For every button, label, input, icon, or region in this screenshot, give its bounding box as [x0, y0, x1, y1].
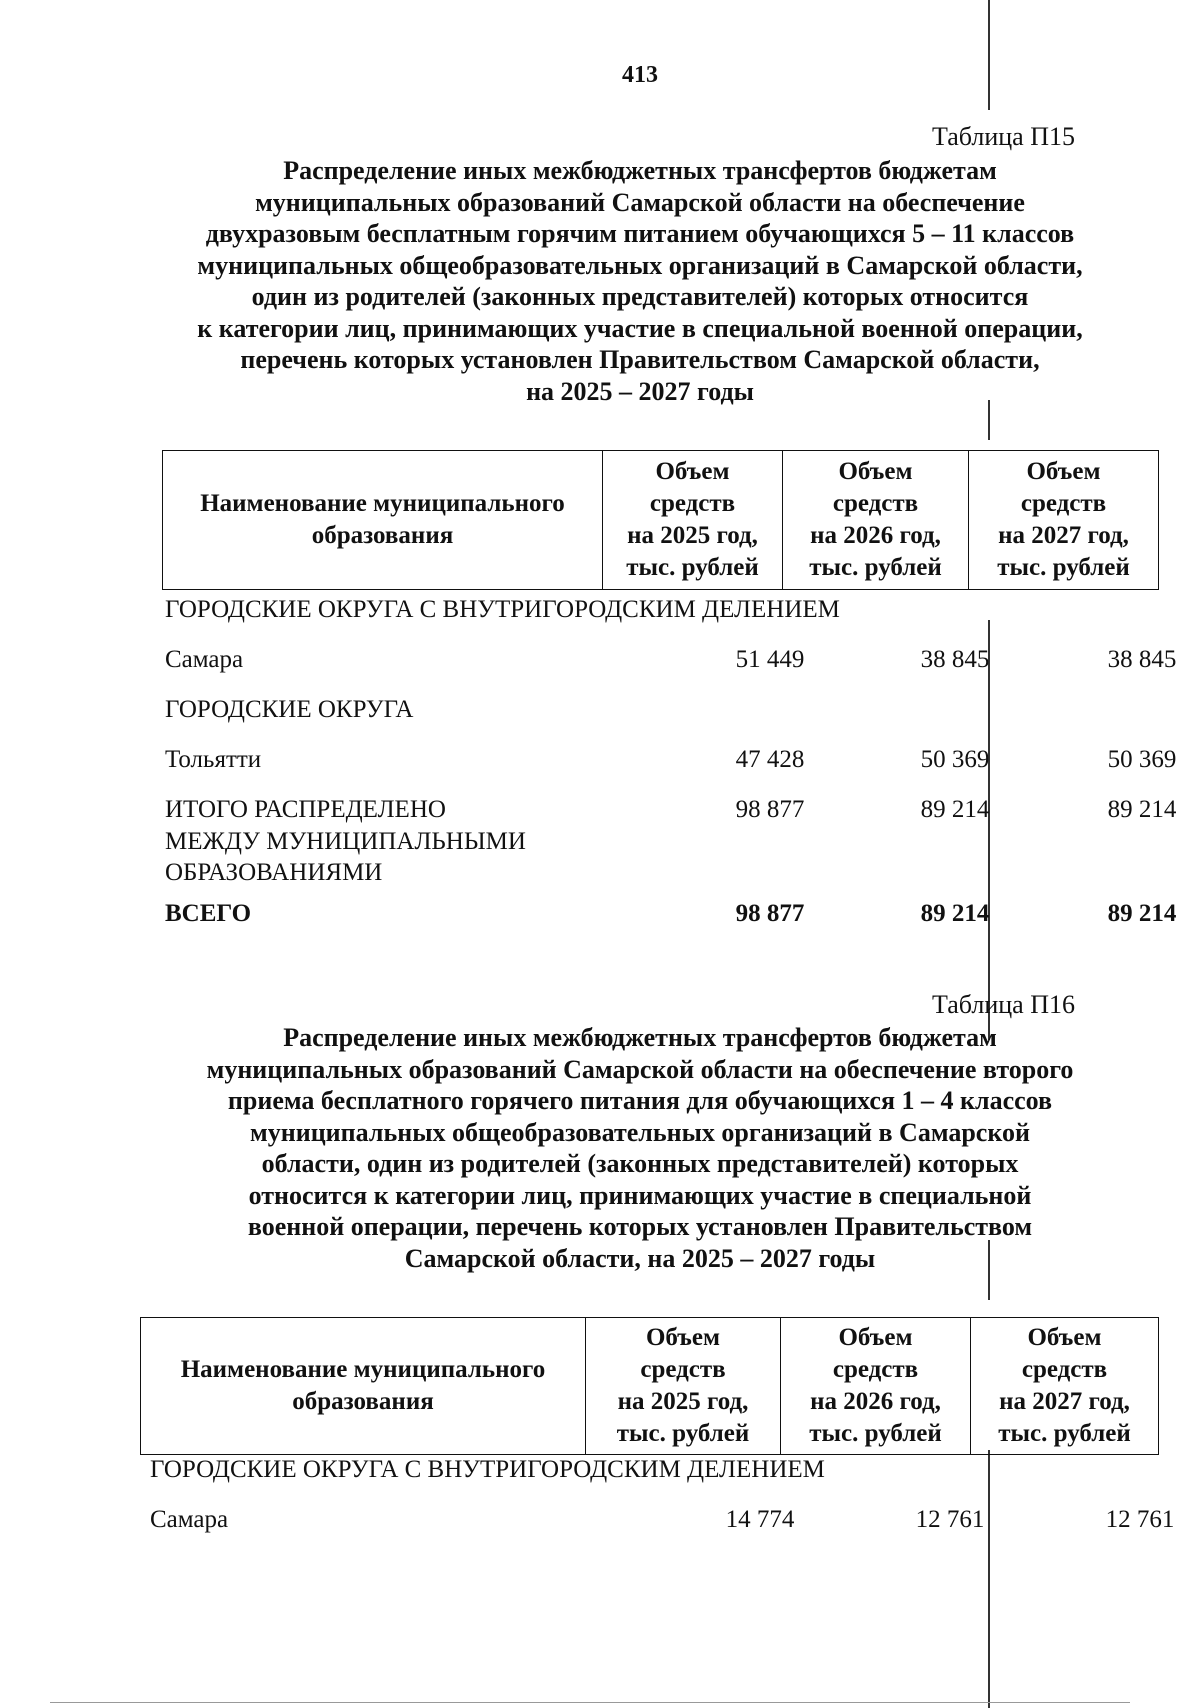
title-line: Распределение иных межбюджетных трансфертов бюджетам: [283, 156, 997, 185]
title-line: муниципальных образований Самарской области на обеспечение: [255, 187, 1025, 217]
value-2027: 89 214: [1107, 900, 1177, 927]
title-line: Распределение иных межбюджетных трансфертов бюджетам: [283, 1023, 997, 1052]
scan-vertical-line: [988, 0, 990, 110]
table-p16-title: [150, 1022, 1130, 1274]
title-line: муниципальных общеобразовательных организаций в Самарской области,: [197, 250, 1083, 280]
header-name: Наименование муниципального образования: [163, 451, 603, 590]
title-line: области, один из родителей (законных представителей) которых: [261, 1149, 1019, 1178]
value-2026: 89 214: [920, 796, 990, 823]
value-2026: 89 214: [920, 900, 990, 927]
value-2027: 12 761: [1105, 1506, 1175, 1533]
title-line: на 2025 – 2027 годы: [526, 376, 754, 406]
header-2026: Объем средств на 2026 год, тыс. рублей: [781, 1318, 971, 1455]
section-heading: ГОРОДСКИЕ ОКРУГА С ВНУТРИГОРОДСКИМ ДЕЛЕНИЕМ: [150, 1456, 825, 1483]
title-line: муниципальных образований Самарской области на обеспечение второго: [206, 1054, 1074, 1084]
title-line: двухразовым бесплатным горячим питанием обучающихся 5 – 11 классов: [205, 219, 1075, 248]
header-2025: Объем средств на 2025 год, тыс. рублей: [586, 1318, 781, 1455]
value-2026: 12 761: [915, 1506, 985, 1533]
row-name: Самара: [150, 1506, 229, 1533]
value-2026: 38 845: [920, 646, 990, 673]
scan-vertical-line: [988, 620, 990, 1040]
header-2026: Объем средств на 2026 год, тыс. рублей: [783, 451, 969, 590]
row-name: ИТОГО РАСПРЕДЕЛЕНО МЕЖДУ МУНИЦИПАЛЬНЫМИ ОБРАЗОВАНИЯМИ: [165, 796, 526, 886]
table-p15-header: [162, 450, 1159, 590]
title-line: Самарской области, на 2025 – 2027 годы: [404, 1243, 876, 1273]
title-line: приема бесплатного горячего питания для обучающихся 1 – 4 классов: [227, 1086, 1053, 1115]
title-line: военной операции, перечень которых установлен Правительством: [247, 1212, 1033, 1241]
value-2025: 47 428: [735, 746, 805, 773]
header-2027: Объем средств на 2027 год, тыс. рублей: [969, 451, 1159, 590]
header-name: Наименование муниципального образования: [141, 1318, 586, 1455]
value-2027: 50 369: [1107, 746, 1177, 773]
table-p15-title: [150, 155, 1130, 407]
value-2025: 14 774: [725, 1506, 795, 1533]
row-name: Самара: [165, 646, 244, 673]
section-heading: ГОРОДСКИЕ ОКРУГА С ВНУТРИГОРОДСКИМ ДЕЛЕНИЕМ: [165, 596, 840, 623]
title-line: относится к категории лиц, принимающих участие в специальной: [248, 1180, 1032, 1210]
value-2027: 89 214: [1107, 796, 1177, 823]
section-heading: ГОРОДСКИЕ ОКРУГА: [165, 696, 414, 723]
header-2027: Объем средств на 2027 год, тыс. рублей: [971, 1318, 1159, 1455]
title-line: муниципальных общеобразовательных организаций в Самарской: [250, 1117, 1030, 1147]
scan-vertical-line: [988, 1450, 990, 1708]
table-p16-header: [140, 1317, 1159, 1455]
title-line: перечень которых установлен Правительством Самарской области,: [240, 345, 1040, 374]
value-2025: 98 877: [735, 796, 805, 823]
row-name: ВСЕГО: [165, 900, 252, 927]
scan-bottom-edge: [50, 1702, 1130, 1703]
value-2027: 38 845: [1107, 646, 1177, 673]
title-line: один из родителей (законных представителей) которых относится: [251, 282, 1029, 311]
page-number: 413: [622, 62, 658, 88]
table-p15-label: Таблица П15: [932, 122, 1075, 151]
value-2026: 50 369: [920, 746, 990, 773]
value-2025: 51 449: [735, 646, 805, 673]
header-2025: Объем средств на 2025 год, тыс. рублей: [603, 451, 783, 590]
value-2025: 98 877: [735, 900, 805, 927]
row-name: Тольятти: [165, 746, 262, 773]
title-line: к категории лиц, принимающих участие в специальной военной операции,: [197, 313, 1083, 343]
table-p16-label: Таблица П16: [932, 990, 1075, 1019]
